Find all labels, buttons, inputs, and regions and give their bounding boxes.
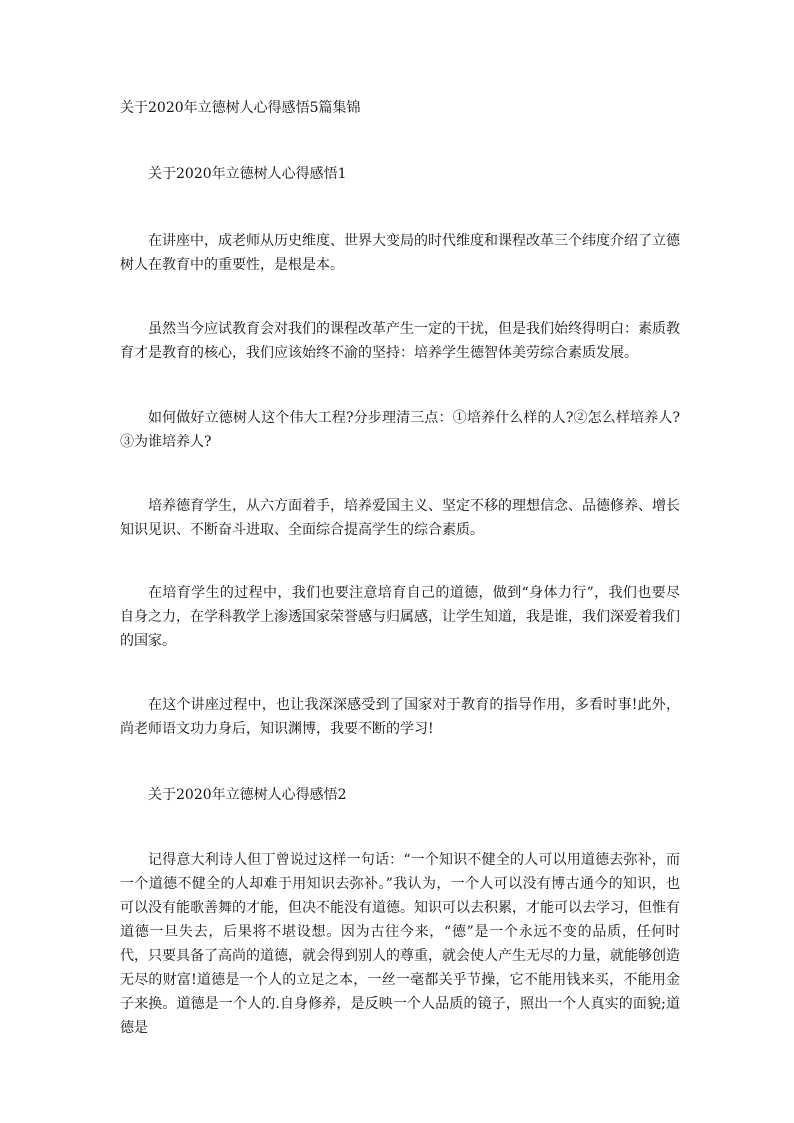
paragraph: 在这个讲座过程中，也让我深深感受到了国家对于教育的指导作用，多看时事!此外，尚老师语文功力身后，知识渊博，我要不断的学习!: [120, 697, 680, 737]
paragraph: 在培育学生的过程中，我们也要注意培育自己的道德，做到“身体力行”，我们也要尽自身之力，在学科教学上渗透国家荣誉感与归属感，让学生知道，我是谁，我们深爱着我们的国家。: [120, 585, 680, 649]
document-title: 关于2020年立德树人心得感悟5篇集锦: [120, 100, 361, 116]
paragraph: 记得意大利诗人但丁曾说过这样一句话：“一个知识不健全的人可以用道德去弥补，而一个道德不健全的人却难于用知识去弥补。”我认为，一个人可以没有博古通今的知识，也可以没有能歌善舞的才能，但决不能没有道德。知识可以去积累，才能可以去学习，但惟有道德一旦失去，后果将不堪设想。因为古往今来，“德”是一个永远不变的品质，任何时代，只要具备了高尚的道德，就会得到别人的尊重，就会使人产生无尽的力量，就能够创造无尽的财富!道德是一个人的立足之本，一丝一毫都关乎节操，它不能用钱来买，不能用金子来换。道德是一个人的.自身修养，是反映一个人品质的镜子，照出一个人真实的面貌;道德是: [120, 852, 680, 1036]
paragraph: 培养德育学生，从六方面着手，培养爱国主义、坚定不移的理想信念、品德修养、增长知识见识、不断奋斗进取、全面综合提高学生的综合素质。: [120, 498, 680, 538]
section-heading-2: 关于2020年立德树人心得感悟2: [148, 787, 347, 803]
paragraph: 虽然当今应试教育会对我们的课程改革产生一定的干扰，但是我们始终得明白：素质教育才是教育的核心，我们应该始终不渝的坚持：培养学生德智体美劳综合素质发展。: [120, 321, 680, 361]
paragraph: 在讲座中，成老师从历史维度、世界大变局的时代维度和课程改革三个纬度介绍了立德树人在教育中的重要性，是根是本。: [120, 233, 680, 273]
section-heading-1: 关于2020年立德树人心得感悟1: [148, 166, 347, 182]
paragraph: 如何做好立德树人这个伟大工程?分步理清三点：①培养什么样的人?②怎么样培养人?③为谁培养人?: [120, 410, 680, 450]
